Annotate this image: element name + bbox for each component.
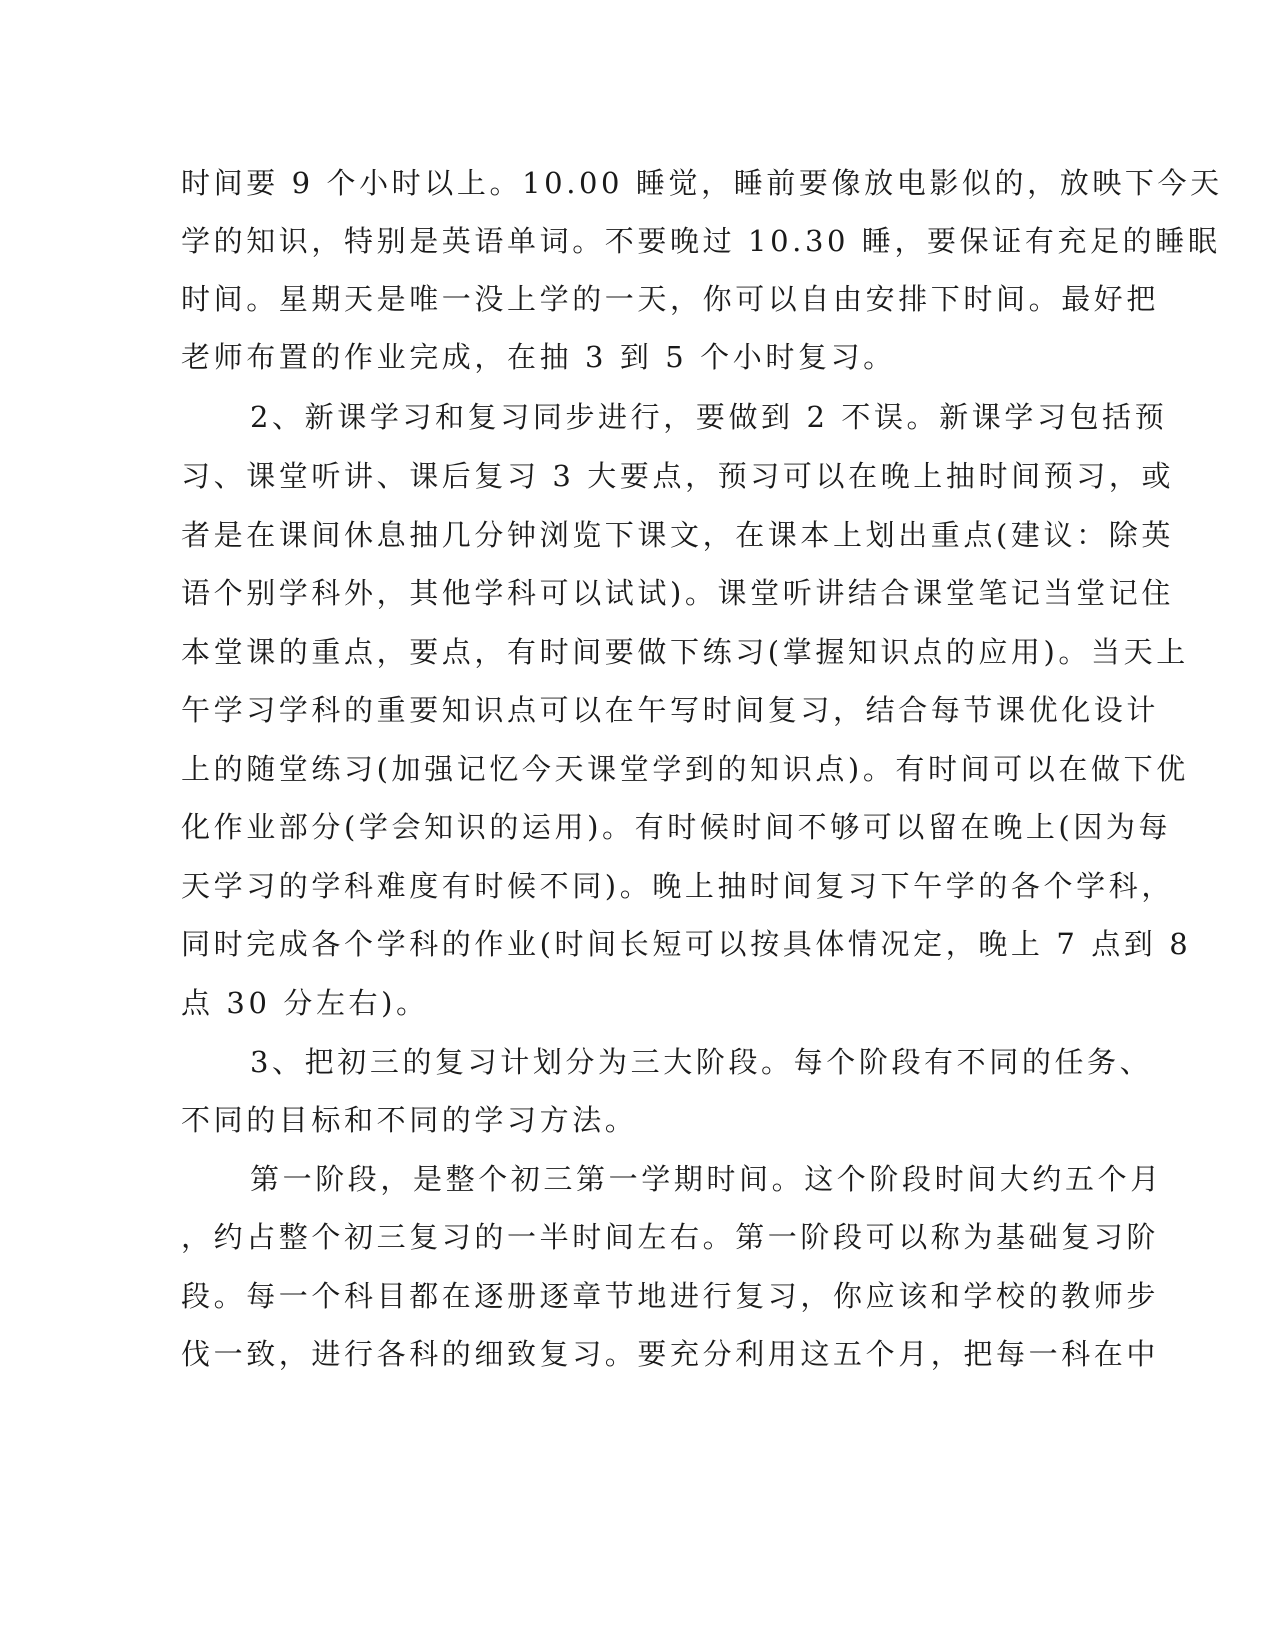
text-line: 3、把初三的复习计划分为三大阶段。每个阶段有不同的任务、 <box>250 1045 1153 1079</box>
text-line: 本堂课的重点，要点，有时间要做下练习(掌握知识点的应用)。当天上 <box>181 635 1189 669</box>
text-line: 同时完成各个学科的作业(时间长短可以按具体情况定，晚上 7 点到 8 <box>181 927 1192 961</box>
text-line: 2、新课学习和复习同步进行，要做到 2 不误。新课学习包括预 <box>250 400 1168 434</box>
text-line: 点 30 分左右)。 <box>181 986 429 1020</box>
text-line: 伐一致，进行各科的细致复习。要充分利用这五个月，把每一科在中 <box>181 1337 1160 1371</box>
text-line: ，约占整个初三复习的一半时间左右。第一阶段可以称为基础复习阶 <box>181 1220 1160 1254</box>
text-line: 语个别学科外，其他学科可以试试)。课堂听讲结合课堂笔记当堂记住 <box>181 576 1174 610</box>
text-line: 段。每一个科目都在逐册逐章节地进行复习，你应该和学校的教师步 <box>181 1279 1160 1313</box>
text-line: 时间。星期天是唯一没上学的一天，你可以自由安排下时间。最好把 <box>181 282 1160 316</box>
text-line: 者是在课间休息抽几分钟浏览下课文，在课本上划出重点(建议：除英 <box>181 518 1174 552</box>
text-line: 第一阶段，是整个初三第一学期时间。这个阶段时间大约五个月 <box>250 1162 1163 1196</box>
text-line: 时间要 9 个小时以上。10.00 睡觉，睡前要像放电影似的，放映下今天 <box>181 166 1223 200</box>
text-line: 习、课堂听讲、课后复习 3 大要点，预习可以在晚上抽时间预习，或 <box>181 459 1175 493</box>
text-line: 化作业部分(学会知识的运用)。有时候时间不够可以留在晚上(因为每 <box>181 810 1172 844</box>
text-line: 学的知识，特别是英语单词。不要晚过 10.30 睡，要保证有充足的睡眠 <box>181 224 1221 258</box>
text-line: 上的随堂练习(加强记忆今天课堂学到的知识点)。有时间可以在做下优 <box>181 752 1189 786</box>
text-line: 老师布置的作业完成，在抽 3 到 5 个小时复习。 <box>181 340 896 374</box>
text-line: 不同的目标和不同的学习方法。 <box>181 1103 638 1137</box>
text-line: 天学习的学科难度有时候不同)。晚上抽时间复习下午学的各个学科， <box>181 869 1174 903</box>
text-line: 午学习学科的重要知识点可以在午写时间复习，结合每节课优化设计 <box>181 693 1160 727</box>
